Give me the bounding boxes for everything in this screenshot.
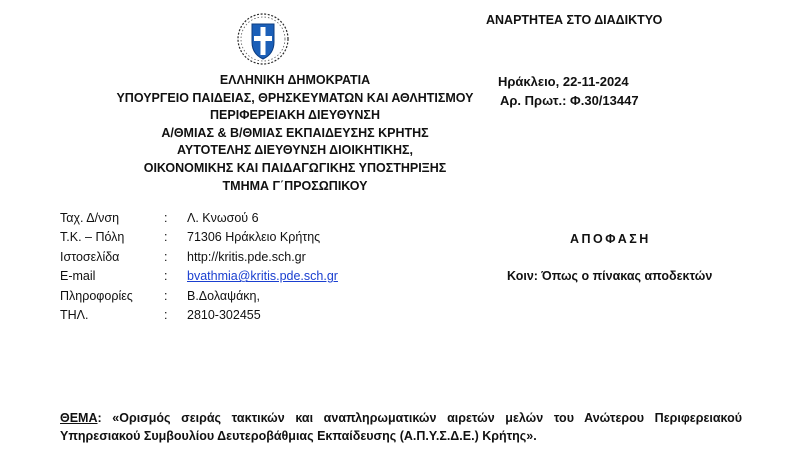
contact-value: Β.Δολαψάκη, — [187, 288, 260, 303]
header-line-education-crete: Α/ΘΜΙΑΣ & Β/ΘΜΙΑΣ ΕΚΠΑΙΔΕΥΣΗΣ ΚΡΗΤΗΣ — [161, 125, 429, 140]
protocol-number: Αρ. Πρωτ.: Φ.30/13447 — [500, 93, 639, 108]
contact-label: Ταχ. Δ/νση — [60, 211, 120, 225]
contact-label: Ιστοσελίδα — [60, 249, 120, 264]
subject-text: : «Ορισμός σειράς τακτικών και αναπληρωματικών αιρετών μελών του Ανώτερου Περιφερειακού Υπηρεσιακού Συμβουλίου Δευτεροβάθμιας Εκπαίδευσης (Α.Π.Υ.Σ.Δ.Ε.) Κρήτης». — [60, 411, 742, 443]
header-line-autonomous-directorate: ΑΥΤΟΤΕΛΗΣ ΔΙΕΥΘΥΝΣΗ ΔΙΟΙΚΗΤΙΚΗΣ, — [177, 143, 413, 158]
header-line-support: ΟΙΚΟΝΟΜΙΚΗΣ ΚΑΙ ΠΑΙΔΑΓΩΓΙΚΗΣ ΥΠΟΣΤΗΡΙΞΗΣ — [143, 160, 447, 175]
contact-separator: : — [164, 230, 168, 245]
header-line-regional-directorate: ΠΕΡΙΦΕΡΕΙΑΚΗ ΔΙΕΥΘΥΝΣΗ — [210, 108, 380, 123]
posting-note: ΑΝΑΡΤΗΤΕΑ ΣΤΟ ΔΙΑΔΙΚΤΥΟ — [486, 13, 663, 27]
issuing-authority-block — [60, 72, 530, 195]
contact-separator: : — [164, 211, 168, 225]
contact-separator: : — [164, 269, 168, 284]
email-link[interactable]: bvathmia@kritis.pde.sch.gr — [187, 269, 338, 284]
greek-coat-of-arms-icon — [236, 12, 290, 66]
contact-value: Λ. Κνωσού 6 — [187, 211, 259, 225]
contact-separator: : — [164, 288, 168, 303]
subject-paragraph — [60, 409, 742, 445]
contact-label: E-mail — [60, 269, 96, 284]
subject-label: ΘΕΜΑ — [60, 411, 98, 425]
decision-title: ΑΠΟΦΑΣΗ — [570, 232, 651, 246]
place-date: Ηράκλειο, 22-11-2024 — [498, 74, 629, 89]
contact-value: 2810-302455 — [187, 307, 261, 322]
contact-label: ΤΗΛ. — [60, 307, 89, 322]
header-line-department: ΤΜΗΜΑ Γ΄ΠΡΟΣΩΠΙΚΟΥ — [222, 178, 368, 193]
contact-label: Πληροφορίες — [60, 288, 133, 303]
website-url: http://kritis.pde.sch.gr — [187, 249, 306, 264]
contact-separator: : — [164, 249, 168, 264]
recipients-note: Κοιν: Όπως ο πίνακας αποδεκτών — [507, 269, 713, 283]
header-line-ministry: ΥΠΟΥΡΓΕΙΟ ΠΑΙΔΕΙΑΣ, ΘΡΗΣΚΕΥΜΑΤΩΝ ΚΑΙ ΑΘΛΗΤΙΣΜΟΥ — [116, 90, 474, 105]
header-line-republic: ΕΛΛΗΝΙΚΗ ΔΗΜΟΚΡΑΤΙΑ — [219, 73, 371, 87]
contact-separator: : — [164, 307, 168, 322]
contact-value: 71306 Ηράκλειο Κρήτης — [187, 230, 321, 245]
contact-label: Τ.Κ. – Πόλη — [60, 230, 125, 245]
